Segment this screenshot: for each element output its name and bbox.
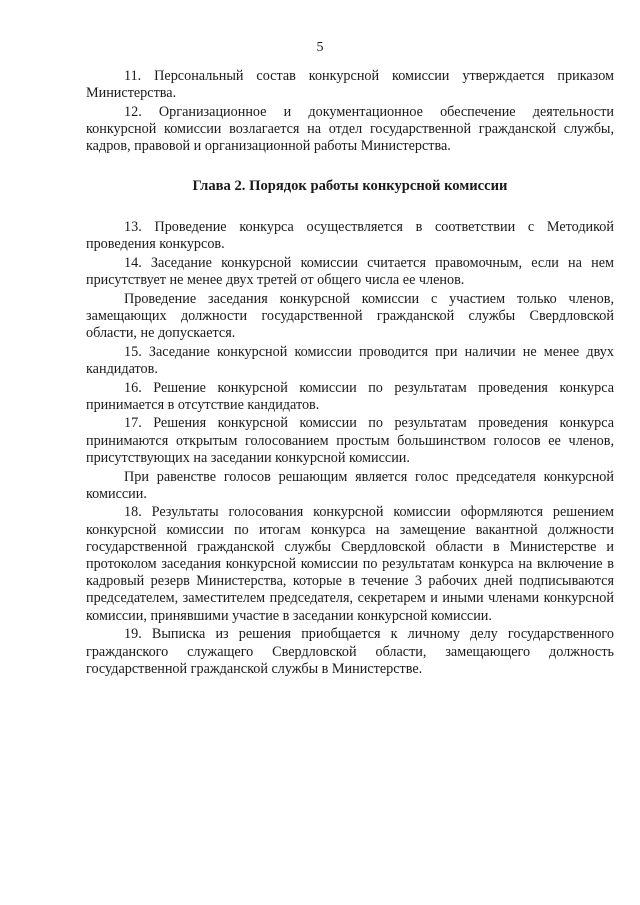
paragraph-17: 17. Решения конкурсной комиссии по результатам проведения конкурса принимаются открытым голосованием простым большинством голосов ее членов, присутствующих на заседании конкурсной комиссии. <box>86 415 614 466</box>
paragraph-15: 15. Заседание конкурсной комиссии проводится при наличии не менее двух кандидатов. <box>86 343 614 377</box>
paragraph-17-continued: При равенстве голосов решающим является голос председателя конкурсной комиссии. <box>86 468 614 502</box>
paragraph-12: 12. Организационное и документационное обеспечение деятельности конкурсной комиссии возлагается на отдел государственной гражданской службы, кадров, правовой и организационной работы Министерства. <box>86 103 614 155</box>
paragraph-16: 16. Решение конкурсной комиссии по результатам проведения конкурса принимается в отсутствие кандидатов. <box>86 379 614 413</box>
paragraph-14: 14. Заседание конкурсной комиссии считается правомочным, если на нем присутствует не менее двух третей от общего числа ее членов. <box>86 254 614 288</box>
chapter-heading: Глава 2. Порядок работы конкурсной комиссии <box>192 177 508 194</box>
paragraph-19: 19. Выписка из решения приобщается к личному делу государственного гражданского служащего Свердловской области, замещающего должность государственной гражданской службы в Министерстве. <box>86 626 614 677</box>
paragraph-11: 11. Персональный состав конкурсной комиссии утверждается приказом Министерства. <box>86 68 614 102</box>
paragraph-13: 13. Проведение конкурса осуществляется в соответствии с Методикой проведения конкурсов. <box>86 218 614 252</box>
document-body <box>86 68 614 680</box>
page-number: 5 <box>316 40 324 55</box>
paragraph-18: 18. Результаты голосования конкурсной комиссии оформляются решением конкурсной комиссии по итогам конкурса на замещение вакантной должности государственной гражданской службы Свердловской области в Министерстве и протоколом заседания конкурсной комиссии по результатам конкурса на включение в кадровый резерв Министерства, которые в течение 3 рабочих дней подписываются председателем, заместителем председателя, секретарем и иными членами конкурсной комиссии, принявшими участие в заседании конкурсной комиссии. <box>86 504 614 624</box>
paragraph-14-continued: Проведение заседания конкурсной комиссии с участием только членов, замещающих должности государственной гражданской службы Свердловской области, не допускается. <box>86 290 614 341</box>
